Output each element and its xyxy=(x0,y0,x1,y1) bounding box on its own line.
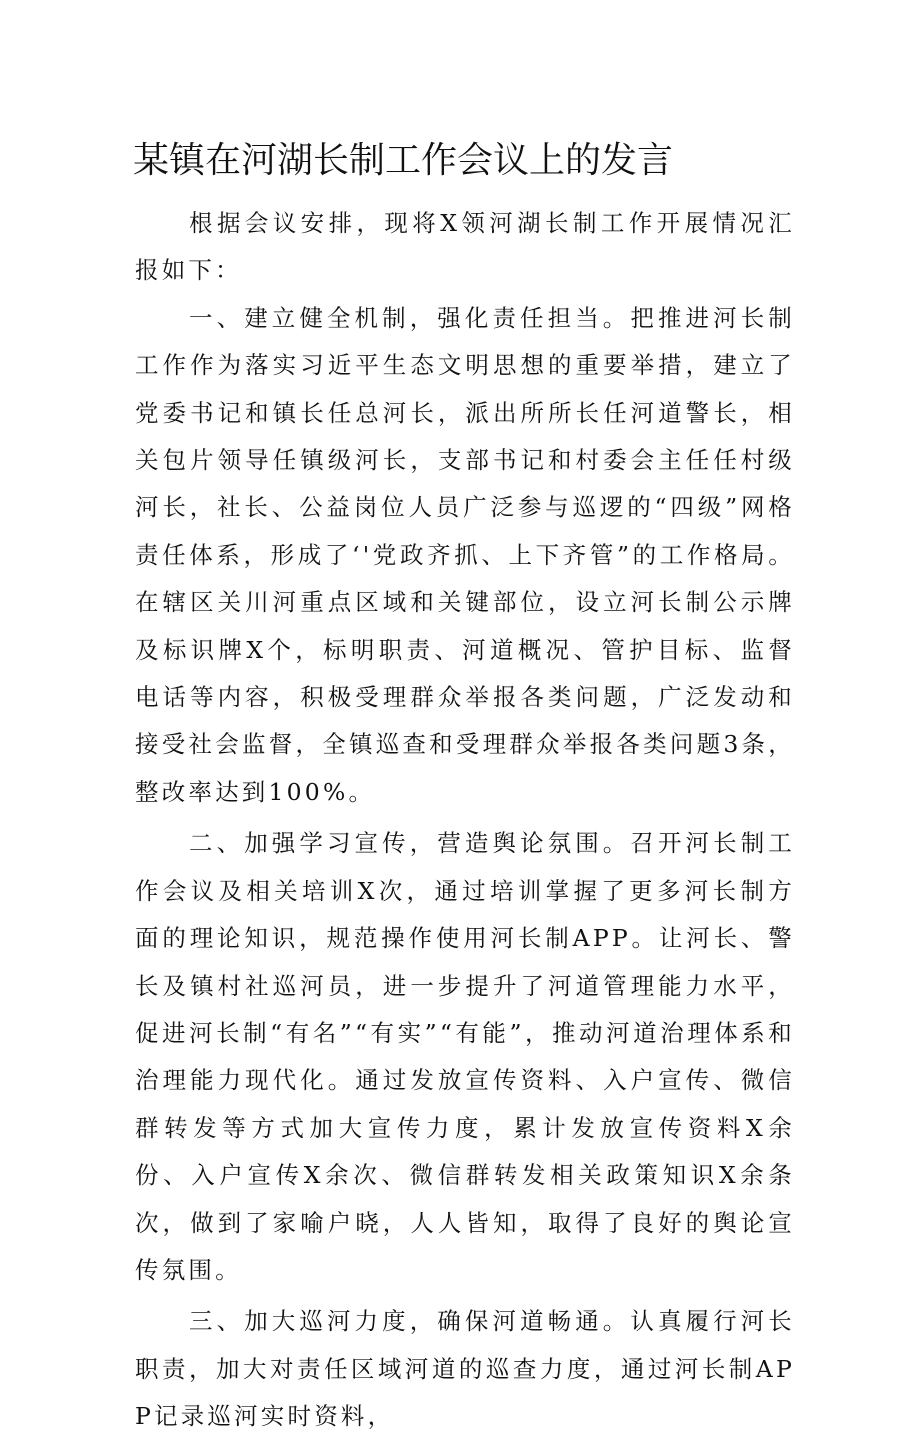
document-body xyxy=(135,200,795,1441)
section-two-paragraph: 二、加强学习宣传，营造舆论氛围。召开河长制工作会议及相关培训X次，通过培训掌握了更多河长制方面的理论知识，规范操作使用河长制APP。让河长、警长及镇村社巡河员，进一步提升了河道管理能力水平，促进河长制“有名”“有实”“有能”，推动河道治理体系和治理能力现代化。通过发放宣传资料、入户宣传、微信群转发等方式加大宣传力度，累计发放宣传资料X余份、入户宣传X余次、微信群转发相关政策知识X余条次，做到了家喻户晓，人人皆知，取得了良好的舆论宣传氛围。 xyxy=(135,829,795,1284)
intro-paragraph: 根据会议安排，现将X领河湖长制工作开展情况汇报如下： xyxy=(135,209,795,285)
document-title: 某镇在河湖长制工作会议上的发言 xyxy=(133,140,674,181)
section-three-paragraph: 三、加大巡河力度，确保河道畅通。认真履行河长职责，加大对责任区域河道的巡查力度，通过河长制APP记录巡河实时资料， xyxy=(135,1307,795,1431)
section-one-paragraph: 一、建立健全机制，强化责任担当。把推进河长制工作作为落实习近平生态文明思想的重要举措，建立了党委书记和镇长任总河长，派出所所长任河道警长，相关包片领导任镇级河长，支部书记和村委会主任任村级河长，社长、公益岗位人员广泛参与巡逻的“四级”网格责任体系，形成了‘'党政齐抓、上下齐管”的工作格局。在辖区关川河重点区域和关键部位，设立河长制公示牌及标识牌X个，标明职责、河道概况、管护目标、监督电话等内容，积极受理群众举报各类问题，广泛发动和接受社会监督，全镇巡查和受理群众举报各类问题3条，整改率达到100%。 xyxy=(135,303,795,806)
